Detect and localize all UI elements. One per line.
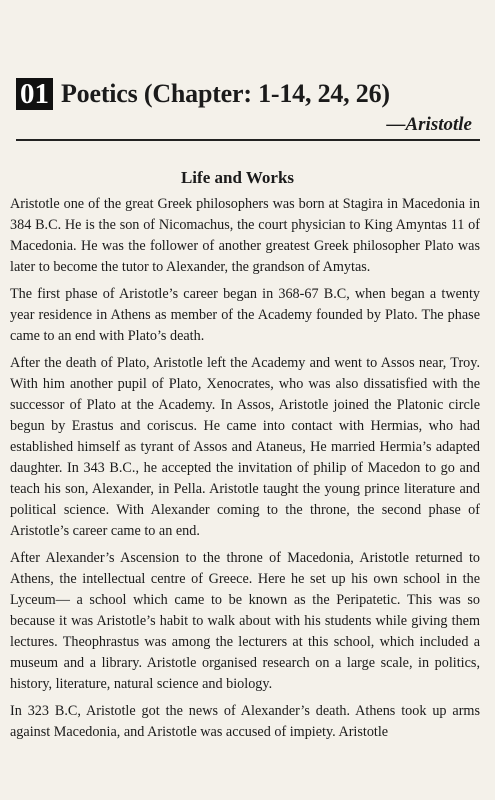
paragraph: The first phase of Aristotle’s career began in 368-67 B.C, when began a twenty year residence in Athens as member of the Academy founded by Plato. The phase came to an end with Plato’s death. (10, 286, 480, 344)
chapter-number-badge: 01 (16, 78, 53, 110)
paragraph: After the death of Plato, Aristotle left the Academy and went to Assos near, Troy. With him another pupil of Plato, Xenocrates, who was also dissatisfied with the successor of Plato at the Academy. In Assos, Aristotle joined the Platonic circle begun by Erastus and coriscus. He came into contact with Hermias, who had established himself as tyrant of Assos and Ataneus, He married Hermia’s adapted daughter. In 343 B.C., he accepted the invitation of philip of Macedon to go and teach his son, Alexander, in Pella. Aristotle taught the young prince literature and political science. With Alexander coming to the throne, the second phase of Aristotle’s career came to an end. (10, 355, 480, 539)
section-heading: Life and Works (180, 168, 295, 187)
paragraph: Aristotle one of the great Greek philosophers was born at Stagira in Macedonia in 384 B.C. He is the son of Nicomachus, the court physician to King Amyntas 11 of Macedonia. He was the follower of another greatest Greek philosopher Plato was later to become the tutor to Alexander, the grandson of Amytas. (10, 196, 480, 275)
paragraph: After Alexander’s Ascension to the throne of Macedonia, Aristotle returned to Athens, the intellectual centre of Greece. Here he set up his own school in the Lyceum— a school which came to be known as the Peripatetic. This was so because it was Aristotle’s habit to walk about with his students while giving them lectures. Theophrastus was among the lecturers at this school, which included a museum and a library. Aristotle organised research on a large scale, in politics, history, literature, natural science and biology. (10, 550, 480, 692)
chapter-title: Poetics (Chapter: 1-14, 24, 26) (61, 79, 390, 108)
paragraph: In 323 B.C, Aristotle got the news of Alexander’s death. Athens took up arms against Macedonia, and Aristotle was accused of impiety. Aristotle (10, 703, 480, 740)
chapter-author: —Aristotle (386, 114, 472, 135)
chapter-header (16, 78, 480, 141)
header-divider (16, 139, 480, 141)
body-text (10, 194, 480, 749)
chapter-title-row (16, 78, 480, 110)
